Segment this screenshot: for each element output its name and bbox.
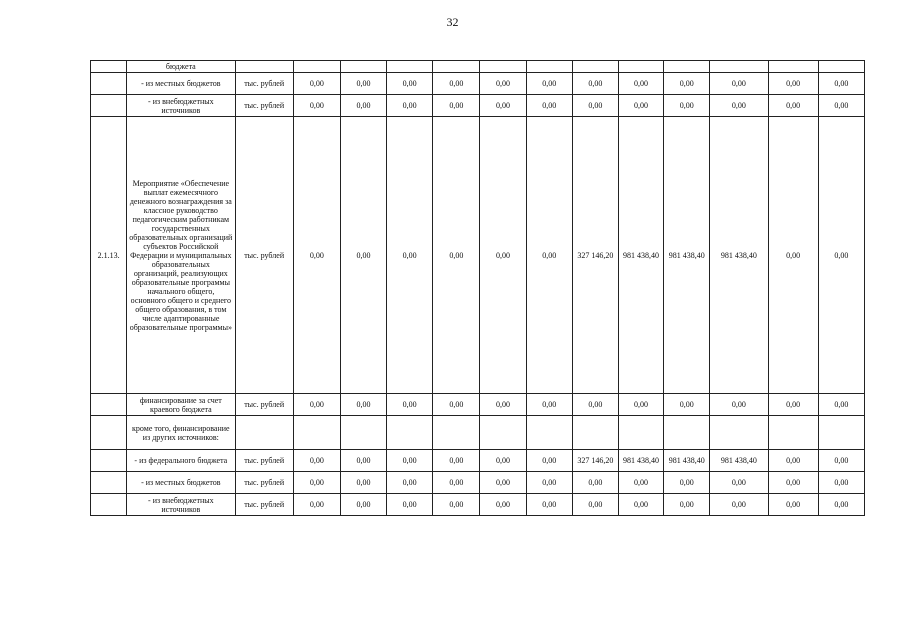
value-cell <box>818 416 864 450</box>
value-cell: 0,00 <box>387 450 433 472</box>
value-cell: 0,00 <box>818 73 864 95</box>
value-cell <box>340 61 386 73</box>
table-row <box>91 73 865 95</box>
value-cell: 0,00 <box>340 95 386 117</box>
value-cell: 0,00 <box>480 472 526 494</box>
value-cell: 0,00 <box>387 394 433 416</box>
value-cell: 0,00 <box>526 117 572 394</box>
table-row <box>91 416 865 450</box>
row-unit-cell: тыс. рублей <box>235 494 293 516</box>
value-cell <box>480 61 526 73</box>
value-cell: 0,00 <box>768 95 818 117</box>
value-cell: 0,00 <box>340 394 386 416</box>
value-cell: 0,00 <box>618 95 663 117</box>
value-cell: 0,00 <box>433 394 480 416</box>
value-cell: 0,00 <box>480 73 526 95</box>
value-cell: 0,00 <box>664 472 710 494</box>
value-cell: 0,00 <box>710 472 768 494</box>
value-cell: 0,00 <box>387 95 433 117</box>
value-cell: 0,00 <box>433 95 480 117</box>
table-row <box>91 472 865 494</box>
table-body <box>91 61 865 516</box>
value-cell: 0,00 <box>618 73 663 95</box>
value-cell: 0,00 <box>818 117 864 394</box>
value-cell: 0,00 <box>768 117 818 394</box>
row-unit-cell: тыс. рублей <box>235 117 293 394</box>
row-code-cell <box>91 416 127 450</box>
value-cell: 0,00 <box>768 394 818 416</box>
value-cell: 0,00 <box>818 95 864 117</box>
table-row <box>91 95 865 117</box>
value-cell: 0,00 <box>572 73 618 95</box>
value-cell: 0,00 <box>572 95 618 117</box>
row-description-cell: кроме того, финансирование из других источников: <box>127 416 235 450</box>
value-cell <box>618 61 663 73</box>
value-cell <box>710 416 768 450</box>
row-unit-cell: тыс. рублей <box>235 95 293 117</box>
value-cell: 0,00 <box>340 73 386 95</box>
table-row <box>91 117 865 394</box>
value-cell <box>340 416 386 450</box>
value-cell: 0,00 <box>618 494 663 516</box>
row-code-cell <box>91 73 127 95</box>
value-cell <box>293 416 340 450</box>
row-code-cell <box>91 450 127 472</box>
page-number: 32 <box>446 15 459 29</box>
row-unit-cell <box>235 61 293 73</box>
row-unit-cell <box>235 416 293 450</box>
value-cell: 0,00 <box>526 472 572 494</box>
value-cell: 0,00 <box>818 450 864 472</box>
value-cell: 0,00 <box>768 450 818 472</box>
row-code-cell <box>91 95 127 117</box>
value-cell: 0,00 <box>433 494 480 516</box>
value-cell: 0,00 <box>340 494 386 516</box>
value-cell: 0,00 <box>710 73 768 95</box>
row-description-cell: - из внебюджетных источников <box>127 494 235 516</box>
value-cell: 0,00 <box>387 494 433 516</box>
value-cell <box>433 416 480 450</box>
value-cell: 0,00 <box>710 95 768 117</box>
row-description-cell: Мероприятие «Обеспечение выплат ежемесячного денежного вознаграждения за классное руководство педагогическим работникам государственных образовательных организаций субъектов Российской Федерации и муниципальных образовательных организаций, реализующих образовательные программы начального общего, основного общего и среднего общего образования, в том числе адаптированные образовательные программы» <box>127 117 235 394</box>
value-cell: 0,00 <box>387 472 433 494</box>
value-cell: 981 438,40 <box>618 450 663 472</box>
value-cell <box>526 416 572 450</box>
value-cell: 0,00 <box>664 494 710 516</box>
value-cell: 0,00 <box>664 95 710 117</box>
row-code-cell <box>91 61 127 73</box>
value-cell: 327 146,20 <box>572 450 618 472</box>
value-cell: 0,00 <box>387 117 433 394</box>
table-row <box>91 394 865 416</box>
value-cell <box>572 416 618 450</box>
value-cell: 0,00 <box>293 394 340 416</box>
value-cell: 0,00 <box>818 394 864 416</box>
value-cell: 0,00 <box>433 472 480 494</box>
value-cell: 0,00 <box>340 450 386 472</box>
row-description-cell: - из местных бюджетов <box>127 472 235 494</box>
value-cell: 0,00 <box>293 472 340 494</box>
value-cell: 327 146,20 <box>572 117 618 394</box>
value-cell: 0,00 <box>526 95 572 117</box>
value-cell: 0,00 <box>480 95 526 117</box>
value-cell: 0,00 <box>526 73 572 95</box>
value-cell <box>480 416 526 450</box>
value-cell: 0,00 <box>340 117 386 394</box>
value-cell <box>710 61 768 73</box>
value-cell <box>768 61 818 73</box>
value-cell: 0,00 <box>710 394 768 416</box>
value-cell: 0,00 <box>618 472 663 494</box>
value-cell: 0,00 <box>293 117 340 394</box>
row-unit-cell: тыс. рублей <box>235 472 293 494</box>
row-description-cell: бюджета <box>127 61 235 73</box>
value-cell: 981 438,40 <box>710 117 768 394</box>
row-description-cell: финансирование за счет краевого бюджета <box>127 394 235 416</box>
row-code-cell <box>91 472 127 494</box>
value-cell <box>572 61 618 73</box>
table-row <box>91 450 865 472</box>
value-cell: 0,00 <box>572 394 618 416</box>
value-cell: 0,00 <box>526 394 572 416</box>
value-cell: 0,00 <box>293 95 340 117</box>
value-cell: 0,00 <box>480 394 526 416</box>
value-cell: 0,00 <box>340 472 386 494</box>
row-code-cell <box>91 394 127 416</box>
value-cell: 0,00 <box>526 494 572 516</box>
value-cell <box>618 416 663 450</box>
value-cell: 0,00 <box>768 472 818 494</box>
value-cell <box>818 61 864 73</box>
value-cell: 0,00 <box>768 73 818 95</box>
value-cell <box>768 416 818 450</box>
value-cell <box>664 416 710 450</box>
value-cell: 981 438,40 <box>710 450 768 472</box>
value-cell: 981 438,40 <box>664 117 710 394</box>
value-cell <box>433 61 480 73</box>
value-cell <box>526 61 572 73</box>
value-cell: 0,00 <box>387 73 433 95</box>
value-cell: 0,00 <box>818 472 864 494</box>
value-cell <box>664 61 710 73</box>
row-code-cell: 2.1.13. <box>91 117 127 394</box>
value-cell: 0,00 <box>710 494 768 516</box>
row-unit-cell: тыс. рублей <box>235 73 293 95</box>
row-description-cell: - из внебюджетных источников <box>127 95 235 117</box>
value-cell: 0,00 <box>293 73 340 95</box>
value-cell: 0,00 <box>572 472 618 494</box>
value-cell: 0,00 <box>433 450 480 472</box>
value-cell <box>387 61 433 73</box>
value-cell <box>387 416 433 450</box>
value-cell: 0,00 <box>818 494 864 516</box>
budget-table <box>90 60 865 516</box>
row-description-cell: - из федерального бюджета <box>127 450 235 472</box>
value-cell: 0,00 <box>433 73 480 95</box>
row-unit-cell: тыс. рублей <box>235 394 293 416</box>
value-cell: 0,00 <box>480 117 526 394</box>
table-row <box>91 494 865 516</box>
value-cell: 0,00 <box>526 450 572 472</box>
value-cell: 0,00 <box>664 394 710 416</box>
value-cell: 0,00 <box>618 394 663 416</box>
value-cell: 0,00 <box>572 494 618 516</box>
row-description-cell: - из местных бюджетов <box>127 73 235 95</box>
value-cell: 0,00 <box>480 494 526 516</box>
value-cell: 0,00 <box>293 494 340 516</box>
value-cell: 0,00 <box>433 117 480 394</box>
value-cell <box>293 61 340 73</box>
value-cell: 0,00 <box>768 494 818 516</box>
table-row <box>91 61 865 73</box>
value-cell: 0,00 <box>293 450 340 472</box>
row-code-cell <box>91 494 127 516</box>
value-cell: 0,00 <box>480 450 526 472</box>
value-cell: 0,00 <box>664 73 710 95</box>
value-cell: 981 438,40 <box>618 117 663 394</box>
value-cell: 981 438,40 <box>664 450 710 472</box>
row-unit-cell: тыс. рублей <box>235 450 293 472</box>
